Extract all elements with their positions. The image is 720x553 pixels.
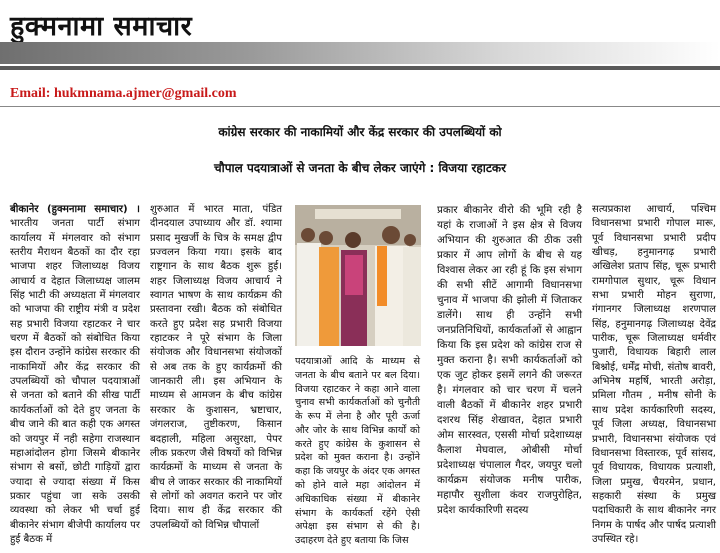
masthead-gradient-band — [0, 42, 720, 64]
article-column-1 — [10, 203, 140, 547]
news-photo — [295, 205, 421, 346]
dateline: बीकानेर (हुक्मनामा समाचार) । — [10, 204, 140, 215]
headline-line-2: चौपाल पदयात्राओं से जनता के बीच लेकर जाएंगे : विजया रहाटकर — [213, 161, 506, 175]
article-column-2: शुरुआत में भारत माता, पंडित दीनदयाल उपाध्याय और डॉ. श्यामा प्रसाद मुखर्जी के चित्र के समक्ष द्वीप प्रज्वलन किया गया। इसके बाद राष्ट्रगान के साथ बैठक शुरू हुई। शहर जिलाध्यक्ष विजय आचार्य ने स्वागत भाषण के साथ कार्यक्रम की प्रस्तावना रखी। बैठक को संबोधित करते हुए प्रदेश सह प्रभारी विजया रहाटकर ने पूरे संभाग के जिला संयोजक और विधानसभा संयोजकों से अब तक के हुए कार्यक्रमों की जानकारी ली। इस अभियान के माध्यम से आमजन के बीच कांग्रेस सरकार के कुशासन, भ्रष्टाचार, जंगलराज, तुष्टीकरण, किसान बदहाली, महिला असुरक्षा, पेपर लीक प्रकरण जैसे विषयों को विभिन्न कार्यक्रमों के माध्यम से जनता के बीच ले जाकर सरकार की नाकामियों से लोगों को अवगत कराने पर जोर दिया। साथ ही केंद्र सरकार की उपलब्धियों को विभिन्न चौपालों — [150, 204, 282, 531]
headline — [0, 114, 720, 186]
article-column-4: प्रकार बीकानेर वीरो की भूमि रही है यहां के राजाओं ने इस क्षेत्र से विजय अभियान की शुरुआत की ठीक उसी प्रकार में आप लोगों के बीच से यह विश्वास लेकर आ रही हूं कि इस संभाग की सभी सीटें आगामी विधानसभा चुनाव में भाजपा की झोली में जिताकर डालेंगे। साथ ही उन्होंने सभी जनप्रतिनिधियों, कार्यकर्ताओं से आह्वान किया कि इस प्रदेश को कांग्रेस राज से मुक्त कराना है। सभी कार्यकर्ताओं को एक जुट होकर इसमें लगने की जरूरत है। मंगलवार को चार चरण में चलने वाली बैठकों में बीकानेर शहर प्रभारी दशरथ सिंह शेखावत, देहात प्रभारी ओम सारस्वत, एससी मोर्चा प्रदेशाध्यक्ष कैलाश मेघवाल, ओबीसी मोर्चा प्रदेशाध्यक्ष चंपालाल गैदर, जयपुर चलो कार्यक्रम संयोजक मनीष पारीक, महापौर सुशीला कंवर राजपुरोहित, प्रदेश कार्यकारिणी सदस्य — [437, 204, 582, 516]
headline-line-1: कांग्रेस सरकार की नाकामियों और केंद्र सरकार की उपलब्धियों को — [218, 125, 502, 139]
masthead-rule — [0, 66, 720, 70]
masthead — [0, 0, 720, 78]
article-column-5: सत्यप्रकाश आचार्य, पश्चिम विधानसभा प्रभारी गोपाल मारू, पूर्व विधानसभा प्रभारी प्रदीप खीचड़, हनुमानगढ़ प्रभारी अखिलेश प्रताप सिंह, चूरू प्रभारी रामगोपाल सुथार, चूरू विधान सभा प्रभारी मोहन सुराणा, गंगानगर जिलाध्यक्ष शरणपाल सिंह, हनुमानगढ़ जिलाध्यक्ष देवेंद्र पारीक, चूरू जिलाध्यक्ष धर्मवीर पुजारी, विधायक बिहारी लाल बिश्नोई, धर्मेंद्र मोची, संतोष बावरी, अभिनेष महर्षि, भारती अरोड़ा, प्रमिला गौतम , मनीष सोनी के साथ प्रदेश कार्यकारिणी सदस्य, पूर्व जिला अध्यक्ष, विधानसभा प्रभारी, विधानसभा संयोजक एवं विधानसभा विस्तारक, पूर्व सांसद, पूर्व विधायक, विधायक प्रत्याशी, जिला प्रमुख, चैयरमेन, प्रधान, सहकारी संस्था के प्रमुख पदाधिकारी के साथ बीकानेर नगर निगम के पार्षद और पार्षद प्रत्याशी उपस्थित रहे। — [592, 204, 716, 545]
article-column-3: पदयात्राओं आदि के माध्यम से जनता के बीच बताने पर बल दिया। विजया रहाटकर ने कहा आने वाला चुनाव सभी कार्यकर्ताओं को चुनौती के रूप में लेना है और पूरी ऊर्जा और जोर के साथ विभिन्न कार्यों को करते हुए कांग्रेस के कुशासन से प्रदेश को मुक्त कराना है। उन्होंने कहा कि जयपुर के अंदर एक अगस्त को होने वाले महा आंदोलन में अधिकाधिक संख्या में बीकानेर संभाग के कार्यकर्ता रहेंगे ऐसी अपेक्षा इस संभाग से की है। उदाहरण देते हुए बताया कि जिस — [295, 356, 420, 547]
column-1-text: भारतीय जनता पार्टी संभाग कार्यालय में मंगलवार को संभाग स्तरीय मैराथन बैठकों का दौर रहा भाजपा शहर जिलाध्यक्ष विजय आचार्य व देहात जिलाध्यक्ष जालम सिंह भाटी की अध्यक्षता में मंगलवार को भाजपा की राष्ट्रीय मंत्री व प्रदेश सह प्रभारी विजया रहाटकर ने चार चरण में बैठकों को संबोधित किया इस दौरान उन्होंने कांग्रेस सरकार की नाकामियों और केंद्र सरकार की उपलब्धियों को चौपाल पदयात्राओं से जनता को बताने की सीख पार्टी कार्यकर्ताओं को देते हुए जनता के बीच जाने की बात कही एक अगस्त को जयपुर में नही सहेगा राजस्थान महाआंदोलन होगा जिसमे बीकानेर संभाग से बसों, छोटी गाड़ियों द्वारा ज्यादा से ज्यादा संख्या में किस प्रकार पहुंचा जा सके उसकी व्यवस्था को लेकर भी चर्चा हुई बीकानेर संभाग बीजेपी कार्यालय पर हुई बैठक में — [10, 218, 140, 545]
newspaper-title: हुक्मनामा समाचार — [10, 11, 193, 42]
group-photo-image — [295, 205, 421, 346]
divider — [0, 106, 720, 107]
email-line[interactable]: Email: hukmnama.ajmer@gmail.com — [10, 86, 237, 101]
